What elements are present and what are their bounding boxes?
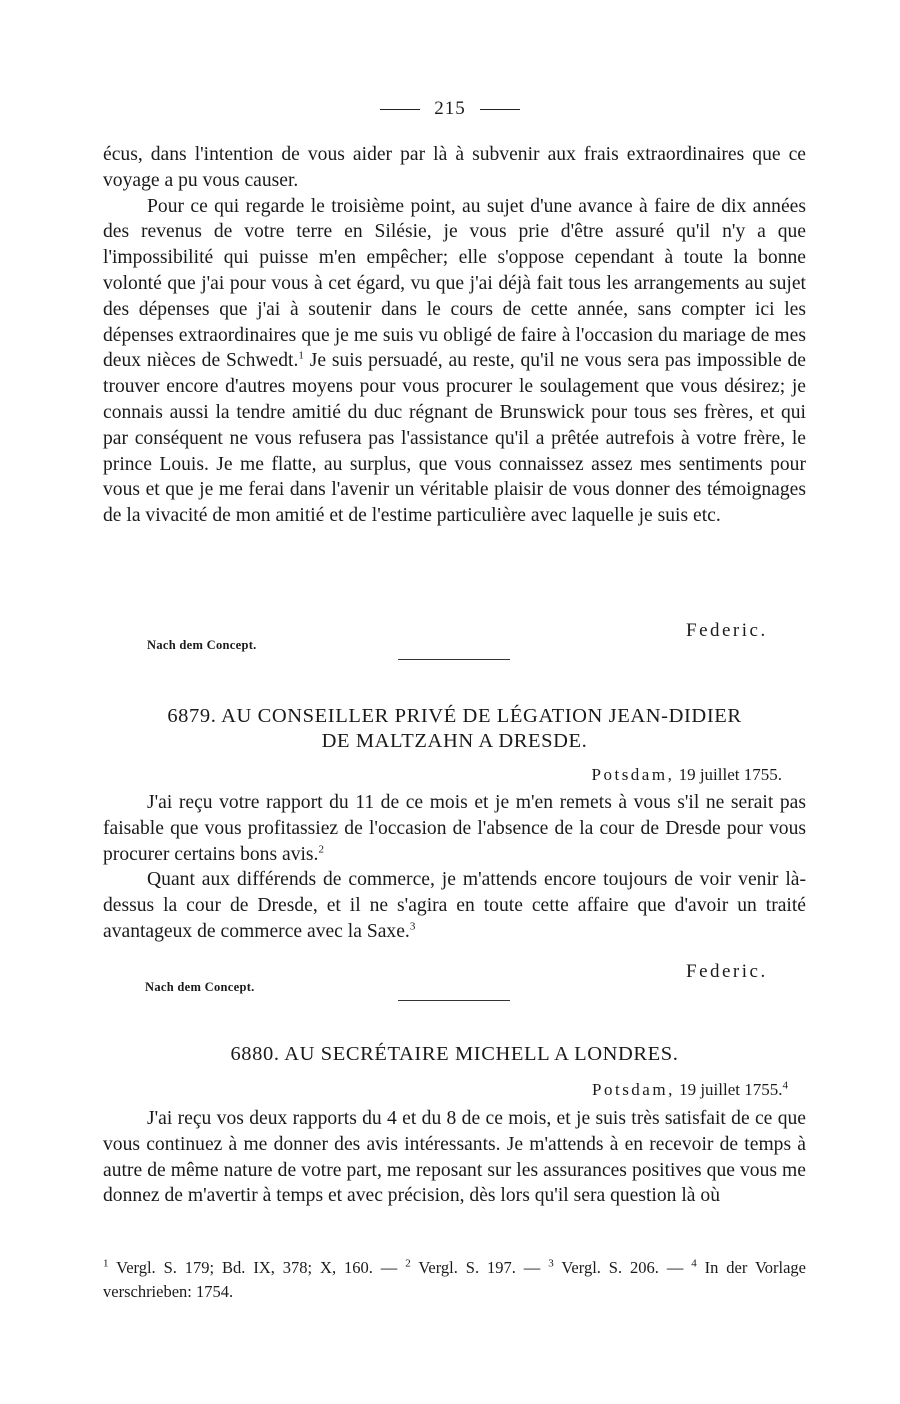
letter-6880-recipient: AU SECRÉTAIRE MICHELL A LONDRES. — [284, 1043, 679, 1065]
letter-6880-body — [103, 1106, 806, 1209]
letter-6880-heading — [103, 1042, 806, 1067]
footnote-ref-1: 1 — [298, 349, 304, 362]
letter-6880-date: 19 juillet 1755. — [674, 1080, 783, 1099]
footnote-1-mark: 1 — [103, 1257, 109, 1270]
footnote-2-mark: 2 — [405, 1257, 411, 1270]
footnote-3: Vergl. S. 206. — — [553, 1258, 692, 1277]
header-dash-right — [480, 109, 520, 110]
continuation-paragraph-1: écus, dans l'intention de vous aider par là à subvenir aux frais extraordinaires que ce voyage a pu vous causer. — [103, 144, 806, 191]
signature-1: Federic. — [686, 620, 768, 641]
page-number: 215 — [434, 98, 466, 119]
header-dash-left — [380, 109, 420, 110]
letter-6879-heading — [103, 704, 806, 754]
letter-6879-text-1: J'ai reçu votre rapport du 11 de ce mois et je m'en remets à vous s'il ne serait pas faisable que vous profitassiez de l'occasion de l'absence de la cour de Dresde pour vous procurer certains bons avis. — [103, 792, 806, 865]
page-header — [0, 98, 900, 120]
letter-6880-dateline — [592, 1080, 788, 1100]
footnote-4-mark: 4 — [691, 1257, 697, 1270]
footnote-3-mark: 3 — [548, 1257, 554, 1270]
footnote-1: Vergl. S. 179; Bd. IX, 378; X, 160. — — [108, 1258, 406, 1277]
letter-6879-paragraph-2 — [103, 867, 806, 944]
section-divider-1 — [398, 659, 510, 660]
footnote-ref-3: 3 — [409, 920, 416, 933]
letter-6879-body — [103, 790, 806, 945]
letter-6879-paragraph-1 — [103, 790, 806, 867]
footnote-ref-2: 2 — [318, 843, 324, 856]
letter-6880-paragraph-1: J'ai reçu vos deux rapports du 4 et du 8 de ce mois, et je suis très satisfait de ce que vous continuez à me donner des avis intéressants. Je m'attends à en recevoir de temps à autre de même nature de votre part, me reposant sur les assurances positives que vous me donnez de m'avertir à temps et avec précision, dès lors qu'il sera question là où — [103, 1108, 806, 1207]
continuation-text-b: Je suis persuadé, au reste, qu'il ne vous sera pas impossible de trouver encore d'autres moyens pour vous procurer le soulagement que vous désirez; je connais aussi la tendre amitié du duc régnant de Brunswick pour tous ses frères, et qui par conséquent ne vous refusera pas l'assistance qu'il a prêtée autrefois à votre frère, le prince Louis. Je me flatte, au surplus, que vous connaissez assez mes sentiments pour vous et que je me ferai dans l'avenir un véritable plaisir de vous donner des témoignages de la vivacité de mon amitié et de l'estime particulière avec laquelle je suis etc. — [103, 350, 806, 527]
continuation-letter — [103, 142, 806, 529]
continuation-paragraph-2 — [103, 194, 806, 529]
letter-6879-heading-line-1 — [103, 704, 806, 729]
letter-6879-text-2: Quant aux différends de commerce, je m'attends encore toujours de voir venir là-dessus la cour de Dresde, et il ne s'agira en toute cette affaire que d'avoir un traité avantageux de commerce avec la Saxe. — [103, 869, 806, 942]
letter-6879-place: Potsdam, — [591, 765, 675, 784]
letter-6879-recipient: AU CONSEILLER PRIVÉ DE LÉGATION JEAN-DIDIER — [221, 705, 742, 727]
letter-6880-place: Potsdam, — [592, 1080, 675, 1099]
footnote-2: Vergl. S. 197. — — [410, 1258, 549, 1277]
continuation-text-a: Pour ce qui regarde le troisième point, au sujet d'une avance à faire de dix années des revenus de votre terre en Silésie, je vous prie d'être assuré qu'il n'y a que l'impossibilité qui puisse m'en empêcher; elle s'oppose cependant à toute la bonne volonté que j'ai pour vous à cet égard, vu que j'ai déjà fait tous les arrangements au sujet des dépenses que j'ai à soutenir dans le cours de cette année, sans compter ici les dépenses extraordinaires que je me suis vu obligé de faire à l'occasion du mariage de mes deux nièces de Schwedt. — [103, 195, 806, 372]
letter-6879-heading-line-2: DE MALTZAHN A DRESDE. — [321, 730, 588, 752]
source-note-1: Nach dem Concept. — [147, 638, 257, 652]
letter-6880-number: 6880. — [230, 1043, 280, 1065]
footnote-ref-4: 4 — [782, 1079, 788, 1092]
footnote-4: In der Vorlage verschrieben: 1754. — [103, 1258, 807, 1301]
letter-6879-dateline — [592, 765, 782, 785]
source-note-2: Nach dem Concept. — [145, 980, 255, 994]
section-divider-2 — [398, 1000, 510, 1001]
letter-6879-number: 6879. — [167, 705, 217, 727]
footnotes — [103, 1256, 806, 1304]
letter-6879-date: 19 juillet 1755. — [674, 765, 782, 784]
signature-2: Federic. — [686, 961, 768, 982]
